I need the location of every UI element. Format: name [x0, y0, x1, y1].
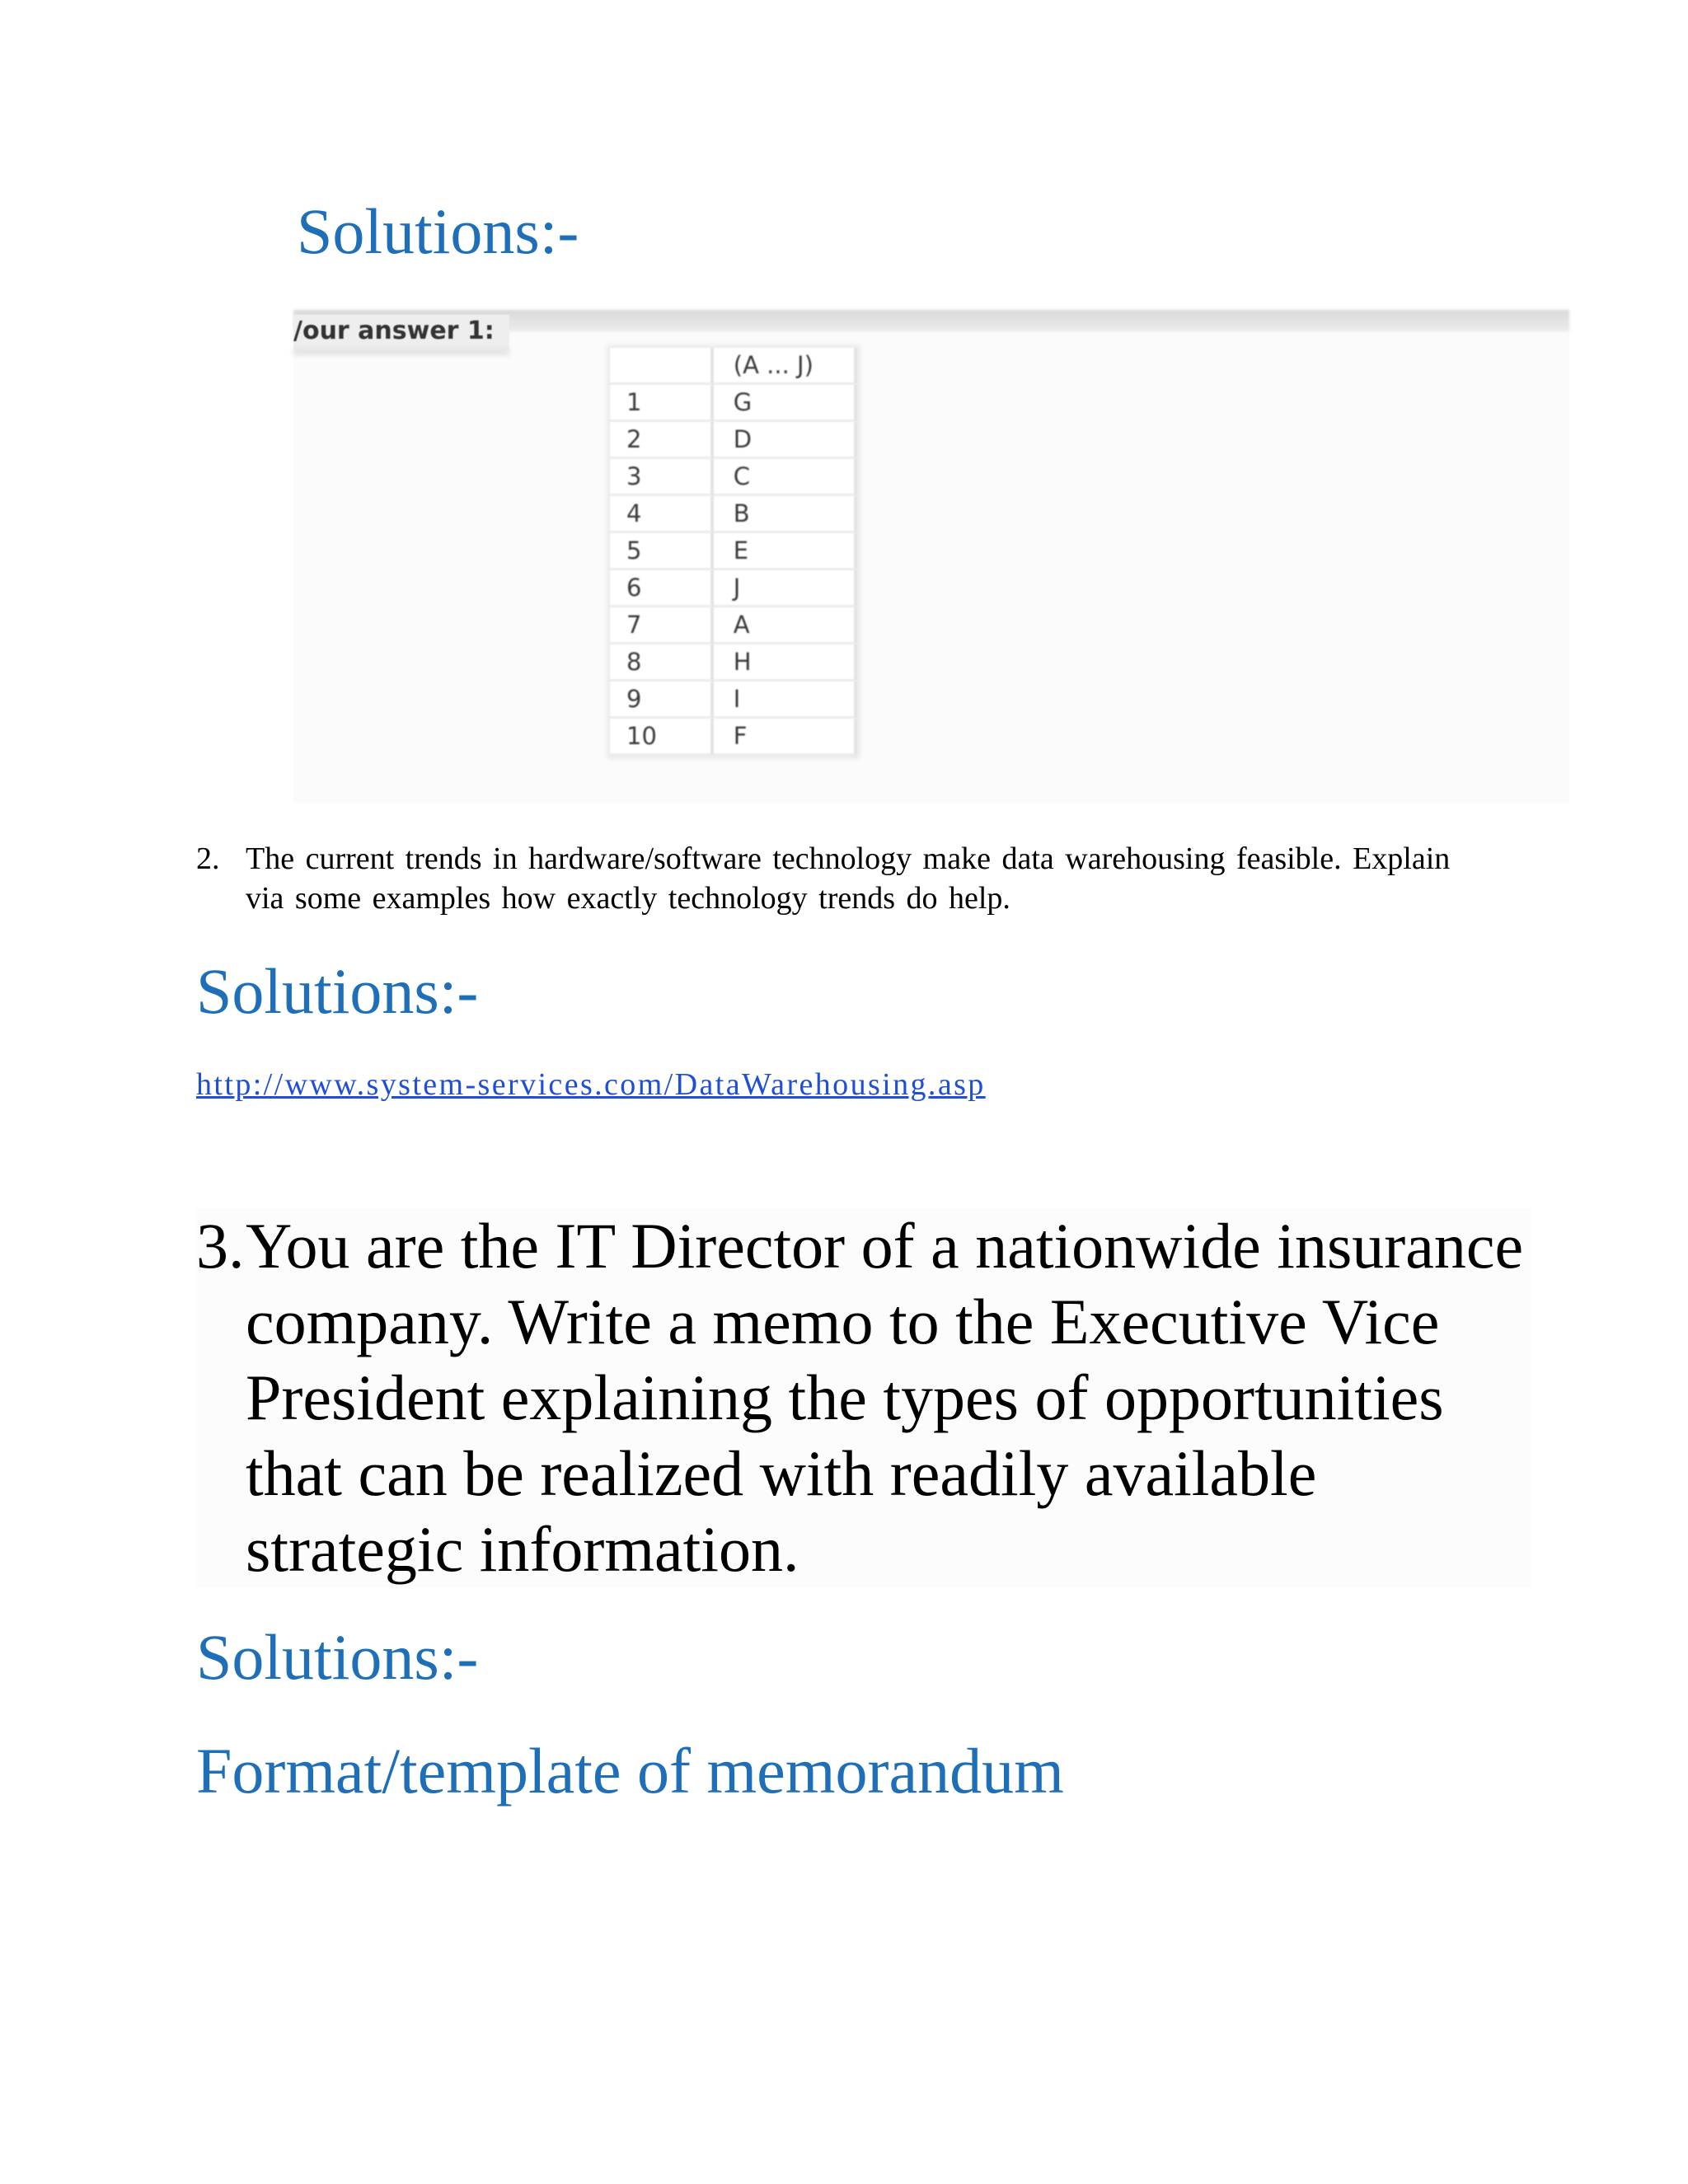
table-cell-letter: G [714, 385, 857, 422]
table-row [610, 719, 857, 756]
table-row [610, 533, 857, 570]
table-cell-number: 10 [610, 719, 714, 756]
table-row [610, 422, 857, 459]
table-row [610, 496, 857, 533]
answer-label: /our answer 1: [293, 315, 509, 350]
table-header-row [610, 348, 857, 385]
table-row [610, 644, 857, 682]
table-row [610, 459, 857, 496]
table-cell-letter: I [714, 682, 857, 719]
table-cell-number: 3 [610, 459, 714, 496]
solutions-heading-3: Solutions:- [196, 1621, 479, 1693]
question-3 [196, 1208, 1531, 1587]
table-cell-letter: C [714, 459, 857, 496]
table-row [610, 385, 857, 422]
table-cell-letter: (A ... J) [714, 348, 857, 385]
question-3-number: 3. [196, 1210, 245, 1282]
table-cell-letter: H [714, 644, 857, 682]
table-row [610, 570, 857, 607]
reference-link[interactable]: http://www.system-services.com/DataWarehousing.asp [196, 1067, 986, 1102]
table-cell-number: 6 [610, 570, 714, 607]
memo-format-heading: Format/template of memorandum [196, 1735, 1064, 1807]
table-cell-number: 8 [610, 644, 714, 682]
table-row [610, 682, 857, 719]
table-cell-letter: F [714, 719, 857, 756]
solutions-heading-2: Solutions:- [196, 955, 479, 1027]
answer-table [610, 348, 857, 756]
question-2-text: The current trends in hardware/software technology make data warehousing feasible. Explain via some examples how exactly technology trends do help. [246, 841, 1451, 916]
table-cell-number: 5 [610, 533, 714, 570]
table-cell-number: 9 [610, 682, 714, 719]
solutions-heading-1: Solutions:- [297, 195, 579, 267]
question-2-number: 2. [196, 841, 220, 876]
table-row [610, 607, 857, 644]
table-cell-letter: B [714, 496, 857, 533]
table-cell-letter: E [714, 533, 857, 570]
table-cell-number [610, 348, 714, 385]
question-2 [196, 839, 1498, 918]
question-3-text: You are the IT Director of a nationwide insurance company. Write a memo to the Executive Vice President explaining the types of opportunities that can be realized with readily available strategic information. [246, 1210, 1524, 1585]
table-cell-number: 2 [610, 422, 714, 459]
table-cell-number: 7 [610, 607, 714, 644]
table-cell-number: 4 [610, 496, 714, 533]
table-cell-number: 1 [610, 385, 714, 422]
answer-screenshot [293, 310, 1569, 803]
table-cell-letter: A [714, 607, 857, 644]
table-cell-letter: J [714, 570, 857, 607]
table-cell-letter: D [714, 422, 857, 459]
